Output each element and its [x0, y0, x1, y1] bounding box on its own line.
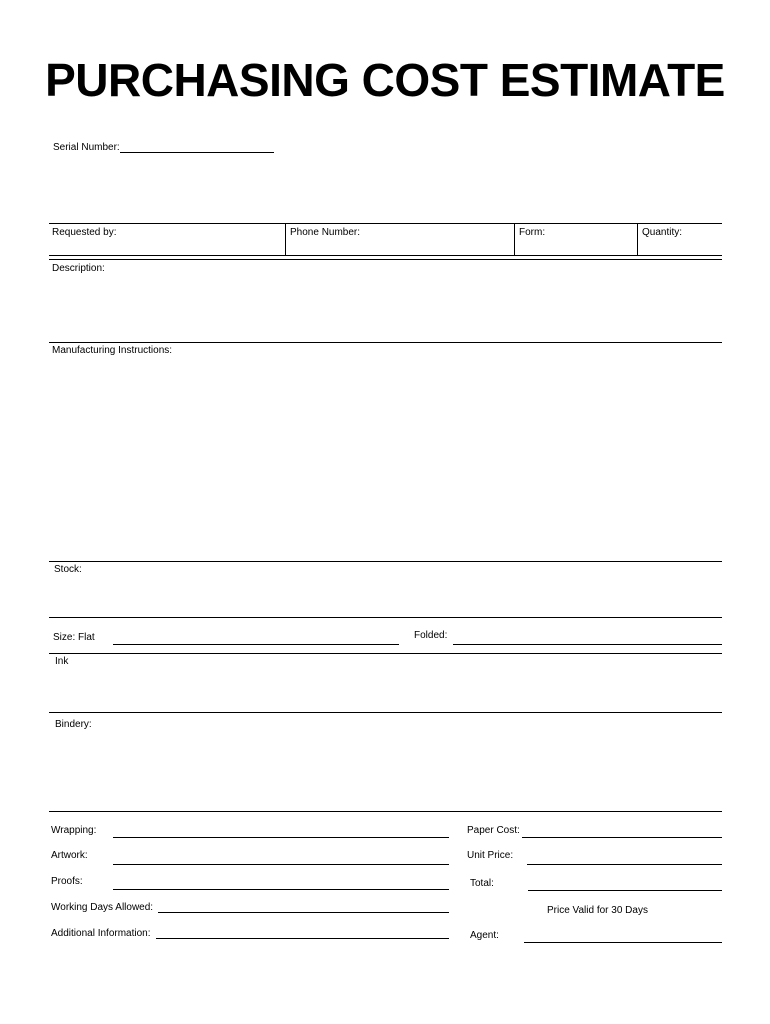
description-bottom-border	[49, 342, 722, 343]
wrapping-field[interactable]	[113, 837, 449, 838]
header-divider-1	[285, 223, 286, 255]
header-row-bottom-border	[49, 255, 722, 256]
bindery-bottom-border	[49, 811, 722, 812]
additional-info-field[interactable]	[156, 938, 449, 939]
stock-field[interactable]: Stock:	[54, 564, 82, 575]
working-days-label: Working Days Allowed:	[51, 902, 154, 913]
paper-cost-label: Paper Cost:	[467, 825, 520, 836]
ink-field[interactable]: Ink	[55, 656, 69, 667]
working-days-field[interactable]	[158, 912, 449, 913]
unit-price-field[interactable]	[527, 864, 722, 865]
agent-label: Agent:	[470, 930, 499, 941]
serial-number-label: Serial Number:	[53, 142, 120, 153]
total-label: Total:	[470, 878, 494, 889]
description-field[interactable]: Description:	[52, 263, 105, 274]
size-flat-field[interactable]	[113, 644, 399, 645]
page-title: PURCHASING COST ESTIMATE	[45, 54, 725, 106]
paper-cost-field[interactable]	[522, 837, 722, 838]
requested-by-field[interactable]: Requested by:	[52, 227, 117, 238]
price-valid-note: Price Valid for 30 Days	[547, 905, 648, 916]
bindery-field[interactable]: Bindery:	[55, 719, 92, 730]
serial-number-field[interactable]	[120, 152, 274, 153]
proofs-field[interactable]	[113, 889, 449, 890]
header-divider-3	[637, 223, 638, 255]
quantity-field[interactable]: Quantity:	[642, 227, 683, 238]
form-field[interactable]: Form:	[519, 227, 546, 238]
folded-label: Folded:	[414, 630, 448, 641]
phone-number-field[interactable]: Phone Number:	[290, 227, 361, 238]
manufacturing-bottom-border	[49, 561, 722, 562]
artwork-label: Artwork:	[51, 850, 88, 861]
stock-bottom-border	[49, 617, 722, 618]
header-row-top-border	[49, 223, 722, 224]
header-divider-2	[514, 223, 515, 255]
agent-field[interactable]	[524, 942, 722, 943]
size-bottom-border	[49, 653, 722, 654]
wrapping-label: Wrapping:	[51, 825, 97, 836]
folded-field[interactable]	[453, 644, 722, 645]
manufacturing-instructions-field[interactable]: Manufacturing Instructions:	[52, 345, 173, 356]
total-field[interactable]	[528, 890, 722, 891]
description-top-border	[49, 259, 722, 260]
artwork-field[interactable]	[113, 864, 449, 865]
additional-info-label: Additional Information:	[51, 928, 151, 939]
proofs-label: Proofs:	[51, 876, 83, 887]
size-flat-label: Size: Flat	[53, 632, 95, 643]
ink-bottom-border	[49, 712, 722, 713]
unit-price-label: Unit Price:	[467, 850, 514, 861]
